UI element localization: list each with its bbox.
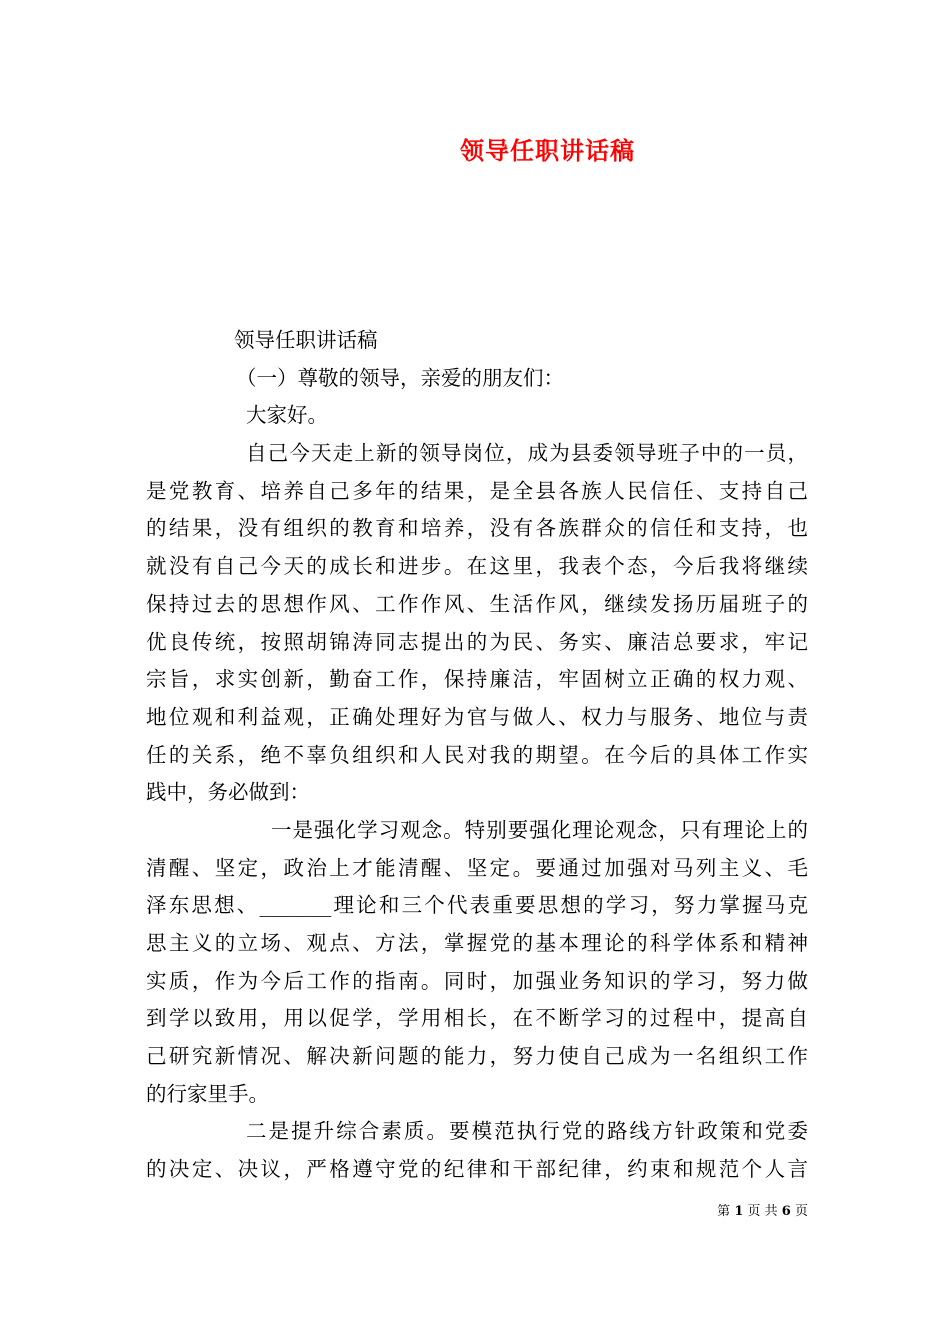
paragraph-line: 是党教育、培养自己多年的结果，是全县各族人民信任、支持自己 [146, 478, 808, 503]
paragraph-line: 泽东思想、_______理论和三个代表重要思想的学习，努力掌握马克 [146, 893, 808, 918]
greeting-line: 大家好。 [246, 403, 328, 428]
paragraph-line: 二是提升综合素质。要模范执行党的路线方针政策和党委 [246, 1119, 808, 1144]
paragraph-line: 就没有自己今天的成长和进步。在这里，我表个态，今后我将继续 [146, 554, 808, 579]
paragraph-line: 的行家里手。 [146, 1081, 269, 1106]
greeting-line: （一）尊敬的领导，亲爱的朋友们： [236, 365, 564, 390]
paragraph-line: 实质，作为今后工作的指南。同时，加强业务知识的学习，努力做 [146, 968, 808, 993]
footer-suffix: 页 [794, 1204, 808, 1219]
paragraph-line: 践中，务必做到： [146, 780, 310, 805]
paragraph-line: 清醒、坚定，政治上才能清醒、坚定。要通过加强对马列主义、毛 [146, 855, 808, 880]
document-body [146, 322, 808, 1189]
paragraph-line: 己研究新情况、解决新问题的能力，努力使自己成为一名组织工作 [146, 1044, 808, 1069]
paragraph-line: 宗旨，求实创新，勤奋工作，保持廉洁，牢固树立正确的权力观、 [146, 667, 808, 692]
footer-prefix: 第 [717, 1204, 731, 1219]
footer-middle: 页 共 [747, 1204, 778, 1219]
paragraph-line: 思主义的立场、观点、方法，掌握党的基本理论的科学体系和精神 [146, 931, 808, 955]
body-heading: 领导任职讲话稿 [234, 328, 378, 352]
paragraph-line: 到学以致用，用以促学，学用相长，在不断学习的过程中，提高自 [146, 1006, 808, 1031]
paragraph-line: 任的关系，绝不辜负组织和人民对我的期望。在今后的具体工作实 [146, 742, 808, 767]
paragraph-line: 一是强化学习观念。特别要强化理论观念，只有理论上的 [271, 817, 808, 842]
paragraph-line: 地位观和利益观，正确处理好为官与做人、权力与服务、地位与责 [146, 704, 808, 729]
paragraph-line: 优良传统，按照胡锦涛同志提出的为民、务实、廉洁总要求，牢记 [146, 629, 808, 654]
page-footer [717, 1202, 808, 1222]
paragraph-line: 的决定、决议，严格遵守党的纪律和干部纪律，约束和规范个人言 [146, 1157, 808, 1182]
paragraph-line: 的结果，没有组织的教育和培养，没有各族群众的信任和支持，也 [146, 516, 808, 541]
footer-total-pages: 6 [781, 1204, 791, 1219]
document-title: 领导任职讲话稿 [460, 136, 635, 165]
paragraph-line: 自己今天走上新的领导岗位，成为县委领导班子中的一员， [246, 441, 808, 466]
paragraph-line: 保持过去的思想作风、工作作风、生活作风，继续发扬历届班子的 [146, 591, 808, 616]
footer-page-number: 1 [734, 1204, 744, 1219]
